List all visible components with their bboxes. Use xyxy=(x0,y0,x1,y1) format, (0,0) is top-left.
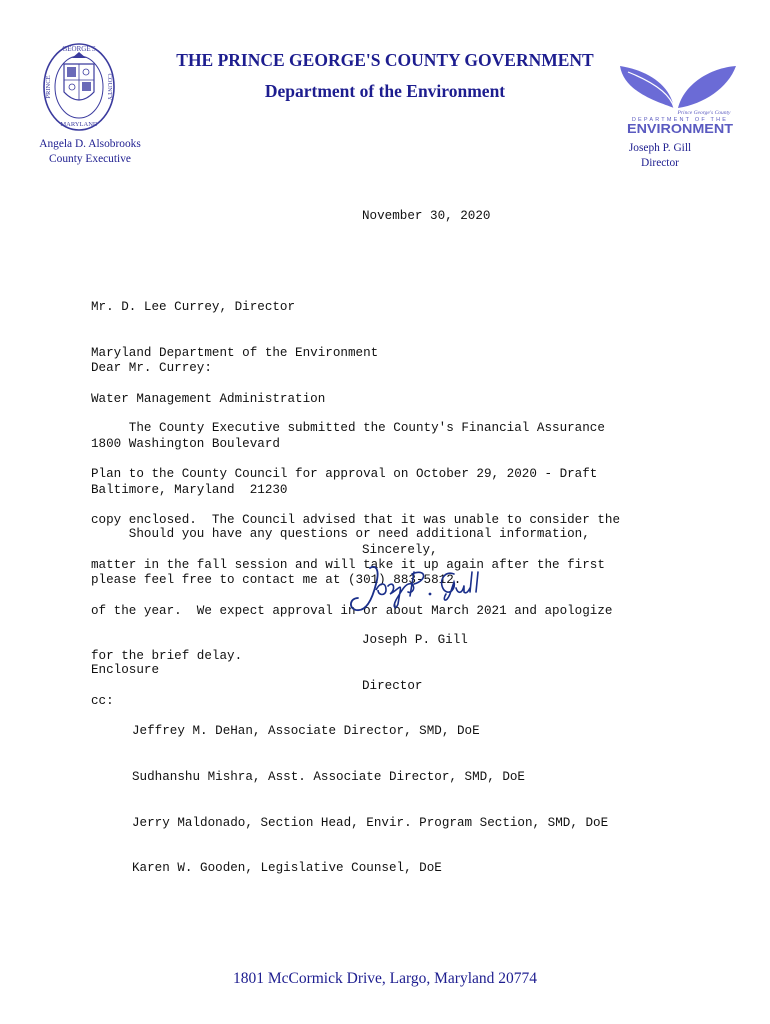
paragraph-line: The County Executive submitted the County's Financial Assurance xyxy=(91,421,605,436)
logo-dept-text: DEPARTMENT OF THE xyxy=(631,117,729,123)
body-paragraph-2 xyxy=(91,497,590,603)
director-block xyxy=(600,141,720,171)
seal-bottom-text: MARYLAND xyxy=(60,121,98,128)
environment-logo xyxy=(618,62,738,136)
enclosure-note: Enclosure xyxy=(91,663,160,677)
letter-date: November 30, 2020 xyxy=(362,209,491,223)
logo-env-text: ENVIRONMENT xyxy=(627,122,734,136)
address-line: Water Management Administration xyxy=(91,391,326,406)
cc-recipient: Jerry Maldonado, Section Head, Envir. Program Section, SMD, DoE xyxy=(132,815,609,830)
signer-name: Joseph P. Gill xyxy=(362,633,468,648)
address-line: Maryland Department of the Environment xyxy=(91,346,379,361)
paragraph-line: Plan to the County Council for approval on October 29, 2020 - Draft xyxy=(91,467,598,482)
seal-left-text: PRINCE xyxy=(45,75,52,99)
address-line: Mr. D. Lee Currey, Director xyxy=(91,300,296,315)
address-line: 1800 Washington Boulevard xyxy=(91,437,280,452)
logo-county-text: Prince George's County xyxy=(677,110,731,116)
director-title: Director xyxy=(641,157,679,169)
paragraph-line: please feel free to contact me at (301) 883-5812. xyxy=(91,573,462,588)
seal-right-text: COUNTY xyxy=(106,73,113,101)
paragraph-line: for the brief delay. xyxy=(91,649,243,664)
county-executive-title: County Executive xyxy=(49,153,131,165)
header-subtitle: Department of the Environment xyxy=(264,81,506,101)
cc-recipient: Sudhanshu Mishra, Asst. Associate Director, SMD, DoE xyxy=(132,770,525,785)
director-name: Joseph P. Gill xyxy=(628,142,692,154)
cc-recipient: Jeffrey M. DeHan, Associate Director, SMD, DoE xyxy=(132,724,480,739)
county-executive-block xyxy=(20,137,160,167)
paragraph-line: matter in the fall session and will take it up again after the first xyxy=(91,558,605,573)
county-executive-name: Angela D. Alsobrooks xyxy=(39,138,141,150)
paragraph-line: Should you have any questions or need additional information, xyxy=(91,527,590,542)
header-title: THE PRINCE GEORGE'S COUNTY GOVERNMENT xyxy=(176,50,594,70)
footer-address: 1801 McCormick Drive, Largo, Maryland 20774 xyxy=(232,970,538,987)
address-line: Baltimore, Maryland 21230 xyxy=(91,482,288,497)
signer-title: Director xyxy=(362,679,423,694)
salutation: Dear Mr. Currey: xyxy=(91,361,212,375)
cc-label: cc: xyxy=(91,694,114,708)
closing: Sincerely, xyxy=(362,543,438,557)
cc-recipient: Karen W. Gooden, Legislative Counsel, DoE xyxy=(132,861,442,876)
paragraph-line: of the year. We expect approval in or about March 2021 and apologize xyxy=(91,603,613,618)
cc-list xyxy=(132,694,608,892)
paragraph-line: copy enclosed. The Council advised that it was unable to consider the xyxy=(91,512,621,527)
seal-top-text: GEORGE'S xyxy=(62,45,96,53)
